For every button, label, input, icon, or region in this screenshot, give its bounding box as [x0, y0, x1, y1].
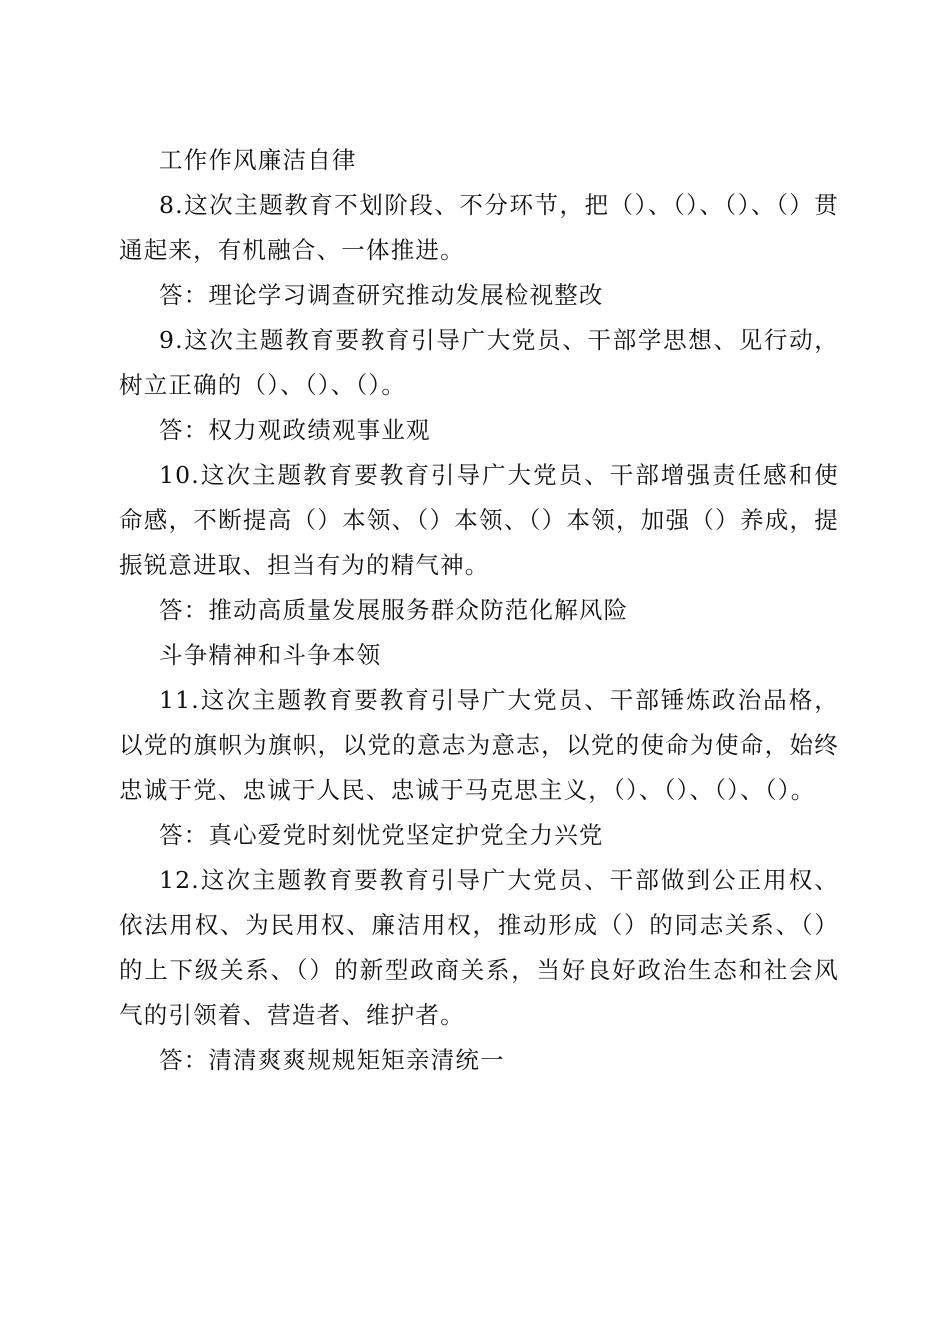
document-body: [119, 138, 839, 1083]
answer-9: 答：权力观政绩观事业观: [159, 416, 431, 444]
answer-11: 答：真心爱党时刻忧党坚定护党全力兴党: [159, 821, 604, 849]
answer-10-continuation: 斗争精神和斗争本领: [159, 641, 382, 669]
answer-continuation-q7: 工作作风廉洁自律: [159, 146, 357, 174]
answer-8: 答：理论学习调查研究推动发展检视整改: [159, 281, 604, 309]
question-9: 9.这次主题教育要教育引导广大党员、干部学思想、见行动，树立正确的（）、（）、（）。: [119, 326, 839, 399]
answer-12: 答：清清爽爽规规矩矩亲清统一: [159, 1046, 505, 1074]
question-10: 10.这次主题教育要教育引导广大党员、干部增强责任感和使命感，不断提高（）本领、（）本领、（）本领，加强（）养成，提振锐意进取、担当有为的精气神。: [119, 461, 839, 579]
question-8: 8.这次主题教育不划阶段、不分环节，把（）、（）、（）、（）贯通起来，有机融合、一体推进。: [119, 191, 839, 264]
answer-10: 答：推动高质量发展服务群众防范化解风险: [159, 596, 629, 624]
question-11: 11.这次主题教育要教育引导广大党员、干部锤炼政治品格，以党的旗帜为旗帜，以党的意志为意志，以党的使命为使命，始终忠诚于党、忠诚于人民、忠诚于马克思主义，（）、（）、（）、（）。: [119, 686, 839, 804]
question-12: 12.这次主题教育要教育引导广大党员、干部做到公正用权、依法用权、为民用权、廉洁用权，推动形成（）的同志关系、（）的上下级关系、（）的新型政商关系，当好良好政治生态和社会风气的引领着、营造者、维护者。: [119, 866, 839, 1029]
